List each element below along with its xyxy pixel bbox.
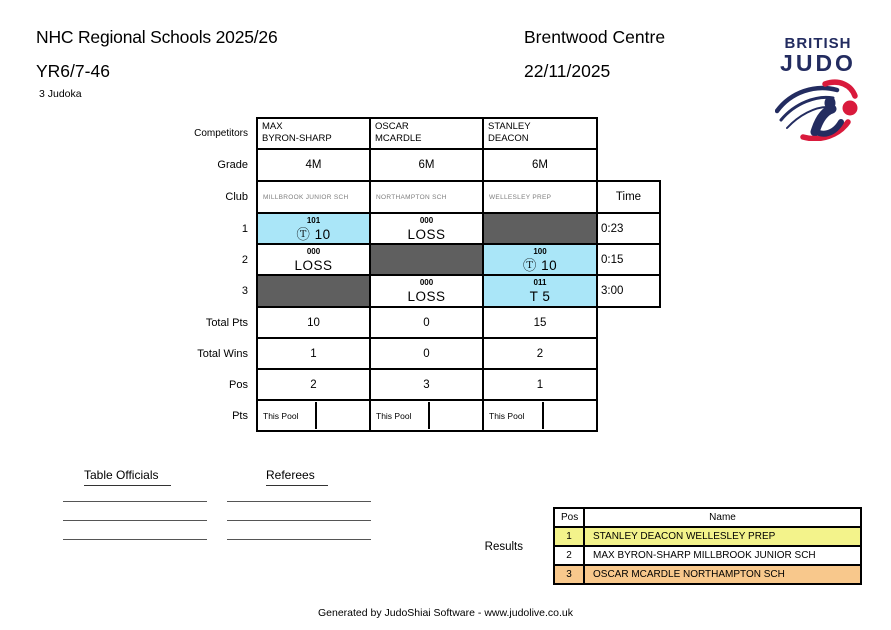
empty-cell: [597, 400, 660, 431]
club-cell: WELLESLEY PREP: [483, 181, 597, 213]
judo-figure-icon: [772, 77, 864, 146]
empty-cell: [597, 338, 660, 369]
score-cell-win: [483, 244, 597, 275]
results-name-header: Name: [584, 508, 861, 527]
results-label: Results: [484, 541, 523, 553]
match-row-label: 2: [241, 253, 248, 266]
score-value: LOSS: [407, 226, 446, 242]
total-wins-cell: 0: [370, 338, 483, 369]
event-date: 22/11/2025: [524, 61, 611, 81]
score-code: 101: [306, 215, 321, 225]
pool-table: [190, 117, 661, 432]
this-pool-label: This Pool: [484, 402, 544, 429]
row-label-pts: Pts: [232, 409, 248, 422]
results-row-gold: [554, 527, 861, 546]
competitor-last-name: DEACON: [488, 133, 529, 144]
score-cell-loss: [370, 275, 483, 307]
competitor-last-name: BYRON-SHARP: [262, 133, 332, 144]
row-label-competitors: Competitors: [194, 128, 248, 139]
competitor-first-name: OSCAR: [375, 121, 409, 132]
row-label-total-wins: Total Wins: [197, 347, 248, 360]
score-code: 000: [419, 215, 434, 225]
venue-title: Brentwood Centre: [524, 27, 666, 47]
judoka-count: 3 Judoka: [39, 88, 82, 100]
signature-line: [63, 501, 207, 502]
competitor-first-name: STANLEY: [488, 121, 531, 132]
score-value: LOSS: [294, 257, 333, 273]
logo-text-judo: JUDO: [780, 50, 856, 76]
competitor-last-name: MCARDLE: [375, 133, 422, 144]
match-time-cell: 3:00: [597, 275, 660, 307]
score-cell-win: [257, 213, 370, 244]
club-cell: MILLBROOK JUNIOR SCH: [257, 181, 370, 213]
match-time-cell: 0:15: [597, 244, 660, 275]
score-code: 100: [533, 246, 547, 256]
competitor-first-name: MAX: [262, 121, 283, 132]
signature-line: [227, 520, 371, 521]
competitor-name-cell: [257, 118, 370, 149]
this-pool-label: This Pool: [258, 402, 317, 429]
match-time-cell: 0:23: [597, 213, 660, 244]
tournament-title: NHC Regional Schools 2025/26: [36, 27, 278, 47]
british-judo-logo: [772, 36, 864, 146]
total-pts-cell: 15: [483, 307, 597, 338]
result-pos: 2: [554, 546, 584, 565]
signature-line: [227, 501, 371, 502]
score-code: 000: [419, 278, 434, 287]
score-cell-win: [483, 275, 597, 307]
empty-cell: [597, 118, 660, 149]
table-officials-heading: Table Officials: [84, 468, 171, 486]
results-row-bronze: [554, 565, 861, 584]
score-value: Ⓣ 10: [522, 257, 558, 273]
competitor-name-cell: [483, 118, 597, 149]
score-value: LOSS: [407, 289, 446, 304]
score-value: T 5: [529, 289, 551, 304]
pts-blank-cell: [544, 402, 597, 429]
signature-line: [63, 539, 207, 540]
pos-cell: 3: [370, 369, 483, 400]
row-label-total-pts: Total Pts: [205, 316, 248, 329]
club-cell: NORTHAMPTON SCH: [370, 181, 483, 213]
match-row-label: 3: [241, 285, 248, 297]
match-row-label: 1: [241, 222, 248, 235]
result-name: STANLEY DEACON WELLESLEY PREP: [584, 527, 861, 546]
score-cell-loss: [370, 213, 483, 244]
grade-cell: 6M: [370, 149, 483, 181]
result-pos: 1: [554, 527, 584, 546]
blocked-cell: [257, 275, 370, 307]
logo-text-british: BRITISH: [784, 35, 852, 52]
pts-cell: [257, 400, 370, 431]
time-column-header: Time: [597, 181, 660, 213]
pts-cell: [370, 400, 483, 431]
result-pos: 3: [554, 565, 584, 584]
pts-cell: [483, 400, 597, 431]
pts-blank-cell: [317, 402, 369, 429]
total-wins-cell: 1: [257, 338, 370, 369]
pts-blank-cell: [430, 402, 482, 429]
grade-cell: 4M: [257, 149, 370, 181]
competitor-name-cell: [370, 118, 483, 149]
category-title: YR6/7-46: [36, 61, 110, 81]
score-cell-loss: [257, 244, 370, 275]
total-wins-cell: 2: [483, 338, 597, 369]
results-table: [553, 507, 862, 585]
referees-heading: Referees: [266, 468, 328, 486]
score-code: 011: [533, 278, 547, 287]
empty-cell: [597, 149, 660, 181]
footer-credit: Generated by JudoShiai Software - www.judolive.co.uk: [317, 607, 574, 619]
result-name: OSCAR MCARDLE NORTHAMPTON SCH: [584, 565, 861, 584]
total-pts-cell: 0: [370, 307, 483, 338]
row-label-pos: Pos: [229, 378, 248, 391]
this-pool-label: This Pool: [371, 402, 430, 429]
row-label-grade: Grade: [217, 159, 248, 171]
total-pts-cell: 10: [257, 307, 370, 338]
result-name: MAX BYRON-SHARP MILLBROOK JUNIOR SCH: [584, 546, 861, 565]
blocked-cell: [483, 213, 597, 244]
results-row-silver: [554, 546, 861, 565]
signature-line: [63, 520, 207, 521]
pos-cell: 1: [483, 369, 597, 400]
blocked-cell: [370, 244, 483, 275]
signature-line: [227, 539, 371, 540]
score-code: 000: [306, 246, 321, 256]
grade-cell: 6M: [483, 149, 597, 181]
pos-cell: 2: [257, 369, 370, 400]
empty-cell: [597, 369, 660, 400]
score-value: Ⓣ 10: [296, 226, 331, 242]
results-pos-header: Pos: [554, 508, 584, 527]
row-label-club: Club: [225, 191, 248, 203]
empty-cell: [597, 307, 660, 338]
